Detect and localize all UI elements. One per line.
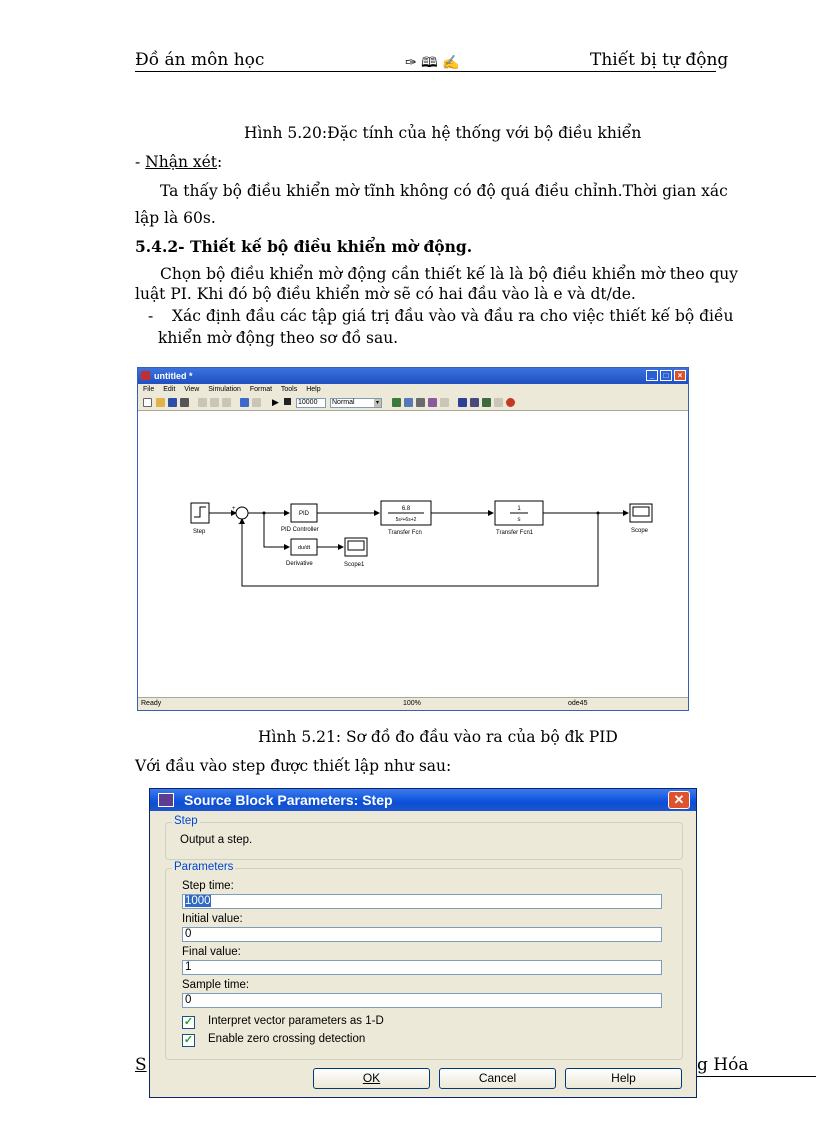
simulink-window bbox=[137, 367, 689, 711]
step-parameters-dialog bbox=[149, 788, 697, 1098]
derivative-label: Derivative bbox=[286, 561, 313, 567]
minimize-icon[interactable]: _ bbox=[646, 370, 658, 381]
remark-prefix: - bbox=[135, 153, 146, 171]
new-icon[interactable] bbox=[143, 398, 152, 407]
sim-mode-select[interactable]: Normal bbox=[330, 398, 382, 408]
final-value-label: Final value: bbox=[182, 946, 241, 958]
menu-edit[interactable]: Edit bbox=[163, 386, 176, 393]
remark-label: Nhận xét bbox=[145, 153, 218, 171]
scope-label: Scope bbox=[631, 528, 649, 534]
footer-right: g Hóa bbox=[697, 1055, 749, 1075]
step-group-label: Step bbox=[174, 815, 198, 827]
simulink-app-icon bbox=[141, 371, 150, 380]
parameters-group-label: Parameters bbox=[174, 861, 234, 873]
explorer-icon[interactable] bbox=[470, 398, 479, 407]
remark-colon: : bbox=[217, 153, 223, 171]
menu-tools[interactable]: Tools bbox=[280, 386, 298, 393]
simulink-toolbar bbox=[138, 395, 688, 411]
derivative-block-text: du/dt bbox=[297, 545, 311, 551]
print-icon[interactable] bbox=[180, 398, 189, 407]
redo-icon[interactable] bbox=[252, 398, 261, 407]
menu-help[interactable]: Help bbox=[306, 386, 321, 393]
undo-icon[interactable] bbox=[240, 398, 249, 407]
zero-crossing-checkbox[interactable]: ✓ bbox=[183, 1034, 194, 1046]
tf-numerator: 6.8 bbox=[401, 506, 411, 512]
block-description: Output a step. bbox=[180, 834, 253, 846]
header-rule bbox=[135, 71, 716, 72]
tf-label: Transfer Fcn bbox=[388, 530, 422, 536]
paragraph-2-line-2: luật PI. Khi đó bộ điều khiển mờ sẽ có hai đầu vào là e và dt/de. bbox=[135, 285, 636, 303]
menu-view[interactable]: View bbox=[184, 386, 200, 393]
save-icon[interactable] bbox=[168, 398, 177, 407]
dialog-titlebar bbox=[150, 789, 696, 811]
pid-block-text: PID bbox=[298, 511, 310, 517]
pid-label: PID Controller bbox=[281, 527, 319, 533]
sample-time-label: Sample time: bbox=[182, 979, 250, 991]
paragraph-1-line-2: lập là 60s. bbox=[135, 209, 216, 227]
scope1-label: Scope1 bbox=[344, 562, 365, 568]
paste-icon[interactable] bbox=[222, 398, 231, 407]
simulink-menubar bbox=[138, 384, 688, 395]
profiler-icon[interactable] bbox=[440, 398, 449, 407]
final-value-input[interactable]: 1 bbox=[182, 960, 662, 975]
status-solver: ode45 bbox=[568, 700, 588, 707]
step-label: Step bbox=[193, 529, 206, 535]
simulink-statusbar bbox=[138, 697, 688, 710]
model-explorer-icon[interactable] bbox=[416, 398, 425, 407]
play-icon[interactable]: ▶ bbox=[272, 397, 279, 407]
initial-value-label: Initial value: bbox=[182, 913, 243, 925]
help-icon[interactable] bbox=[506, 398, 515, 407]
header-ornament: ✑ 🕮 ✍ bbox=[405, 55, 460, 71]
tf1-denominator: s bbox=[517, 517, 521, 523]
sample-time-input[interactable]: 0 bbox=[182, 993, 662, 1008]
feedback-branch-point bbox=[597, 512, 600, 515]
simulink-title: untitled * bbox=[154, 371, 193, 381]
stop-icon[interactable] bbox=[284, 398, 291, 405]
menu-simulation[interactable]: Simulation bbox=[208, 386, 241, 393]
library-icon[interactable] bbox=[404, 398, 413, 407]
remark-line bbox=[135, 152, 222, 173]
zero-crossing-label: Enable zero crossing detection bbox=[208, 1033, 366, 1045]
bullet-line-1: Xác định đầu các tập giá trị đầu vào và đầu ra cho việc thiết kế bộ điều bbox=[172, 307, 734, 325]
maximize-icon[interactable]: □ bbox=[660, 370, 672, 381]
header-right: Thiết bị tự động bbox=[590, 50, 729, 70]
stop-time-input[interactable]: 10000 bbox=[296, 398, 326, 408]
simulink-icon bbox=[158, 793, 174, 807]
build-icon[interactable] bbox=[392, 398, 401, 407]
close-icon[interactable]: × bbox=[674, 370, 686, 381]
interpret-vector-label: Interpret vector parameters as 1-D bbox=[208, 1015, 384, 1027]
close-icon[interactable]: ✕ bbox=[668, 791, 690, 809]
paragraph-1-line-1: Ta thấy bộ điều khiển mờ tĩnh không có độ quá điều chỉnh.Thời gian xác bbox=[160, 182, 728, 200]
tf1-numerator: 1 bbox=[517, 506, 521, 512]
bullet-line-2: khiển mờ động theo sơ đồ sau. bbox=[158, 329, 399, 347]
cancel-button[interactable]: Cancel bbox=[439, 1068, 556, 1089]
interpret-vector-checkbox[interactable]: ✓ bbox=[183, 1016, 194, 1028]
tf1-label: Transfer Fcn1 bbox=[496, 530, 534, 536]
header-left: Đồ án môn học bbox=[135, 50, 265, 70]
copy-icon[interactable] bbox=[210, 398, 219, 407]
simulink-titlebar bbox=[138, 368, 688, 384]
debug-icon[interactable] bbox=[428, 398, 437, 407]
advisor-icon[interactable] bbox=[494, 398, 503, 407]
ok-button[interactable]: OK bbox=[313, 1068, 430, 1089]
tf-denominator: 5s²+6s+2 bbox=[395, 517, 417, 523]
menu-file[interactable]: File bbox=[143, 386, 155, 393]
paragraph-2-line-1: Chọn bộ điều khiển mờ động cần thiết kế là là bộ điều khiển mờ theo quy bbox=[160, 265, 739, 283]
initial-value-input[interactable]: 0 bbox=[182, 927, 662, 942]
footer-rule bbox=[697, 1076, 816, 1077]
sum-minus-label: - bbox=[238, 521, 241, 528]
step-time-value: 1000 bbox=[185, 895, 211, 907]
section-heading: 5.4.2- Thiết kế bộ điều khiển mờ động. bbox=[135, 237, 473, 256]
cut-icon[interactable] bbox=[198, 398, 207, 407]
chevron-down-icon[interactable]: ▾ bbox=[375, 400, 379, 406]
simulink-canvas bbox=[138, 411, 688, 698]
step-time-label: Step time: bbox=[182, 880, 234, 892]
footer-left: S bbox=[135, 1055, 147, 1075]
scope-screen bbox=[633, 507, 649, 516]
paragraph-3: Với đầu vào step được thiết lập như sau: bbox=[135, 757, 452, 775]
browser-icon[interactable] bbox=[458, 398, 467, 407]
scope1-screen bbox=[348, 541, 364, 550]
status-ready: Ready bbox=[141, 700, 162, 707]
figure-caption-5-21: Hình 5.21: Sơ đồ đo đầu vào ra của bộ đk PID bbox=[258, 728, 618, 746]
sum-block[interactable] bbox=[236, 507, 248, 519]
menu-format[interactable]: Format bbox=[249, 386, 273, 393]
debugger-icon[interactable] bbox=[482, 398, 491, 407]
dialog-title: Source Block Parameters: Step bbox=[184, 792, 393, 808]
open-icon[interactable] bbox=[156, 398, 165, 407]
help-button[interactable]: Help bbox=[565, 1068, 682, 1089]
bullet-dash: - bbox=[148, 307, 154, 325]
branch-point bbox=[263, 512, 266, 515]
status-zoom: 100% bbox=[403, 700, 421, 707]
step-time-input[interactable] bbox=[182, 894, 662, 909]
sum-plus-label: + bbox=[232, 506, 236, 512]
figure-caption-5-20: Hình 5.20:Đặc tính của hệ thống với bộ điều khiển bbox=[244, 124, 642, 142]
block-diagram bbox=[138, 411, 688, 698]
